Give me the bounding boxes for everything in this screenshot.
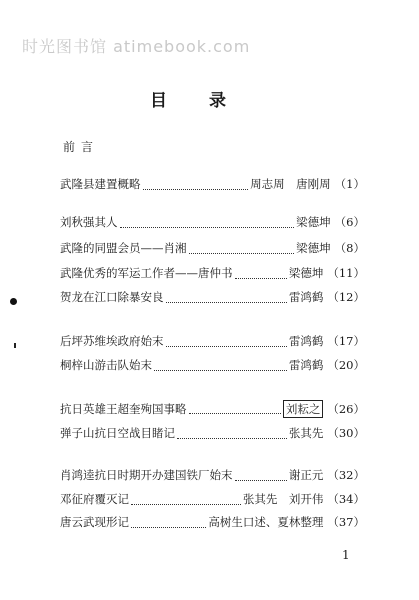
dot-leader <box>177 428 287 439</box>
dot-leader <box>235 470 287 481</box>
dot-leader <box>143 179 249 190</box>
watermark: 时光图书馆 atimebook.com <box>22 37 251 56</box>
entry-title: 邓征府覆灭记 <box>60 492 129 506</box>
entry-author: 高树生口述、夏林整理 <box>208 515 324 529</box>
entry-title: 桐梓山游击队始末 <box>60 358 152 372</box>
entry-title: 弹子山抗日空战目睹记 <box>60 426 175 440</box>
dot-leader <box>131 517 206 528</box>
entry-title: 肖鸿逵抗日时期开办建国铁厂始末 <box>60 468 233 482</box>
title-char-1: 目 <box>150 91 169 111</box>
entry-author: 张其先 <box>288 426 324 440</box>
entry-page: （34） <box>327 492 365 506</box>
page-title <box>150 86 228 111</box>
title-char-2: 录 <box>209 91 228 111</box>
page-number: 1 <box>342 548 350 562</box>
toc-entry[interactable] <box>60 491 365 507</box>
entry-title: 贺龙在江口除暴安良 <box>60 290 164 304</box>
toc-entry[interactable] <box>60 265 365 281</box>
entry-page: （20） <box>327 358 365 372</box>
entry-author: 周志周 唐刚周 <box>250 177 331 191</box>
entry-title: 唐云武现形记 <box>60 515 129 529</box>
dot-leader <box>189 403 281 414</box>
dot-leader <box>166 292 287 303</box>
dot-leader <box>120 217 295 228</box>
margin-tick-mark <box>14 343 16 348</box>
entry-title: 武隆县建置概略 <box>60 177 141 191</box>
margin-bullet-mark <box>10 298 17 305</box>
entry-title: 武隆的同盟会员——肖湘 <box>60 241 187 255</box>
entry-author: 张其先 刘开伟 <box>242 492 324 506</box>
entry-page: （6） <box>334 215 365 229</box>
toc-entry[interactable] <box>60 425 365 441</box>
entry-title: 抗日英雄王超奎殉国事略 <box>60 402 187 416</box>
entry-author: 梁德坤 <box>296 215 331 229</box>
dot-leader <box>235 268 287 279</box>
toc-entry[interactable] <box>60 214 365 230</box>
entry-page: （32） <box>327 468 365 482</box>
toc-entry[interactable] <box>60 357 365 373</box>
entry-author: 雷鸿鹤 <box>288 358 324 372</box>
entry-page: （26） <box>327 402 365 416</box>
entry-author: 雷鸿鹤 <box>288 290 324 304</box>
entry-author: 刘耘之 <box>283 400 324 418</box>
toc-entry[interactable] <box>60 333 365 349</box>
entry-author: 雷鸿鹤 <box>288 334 324 348</box>
dot-leader <box>154 360 287 371</box>
entry-title: 刘秋强其人 <box>60 215 118 229</box>
dot-leader <box>166 336 287 347</box>
entry-author: 梁德坤 <box>296 241 331 255</box>
toc-entry[interactable] <box>60 467 365 483</box>
toc-entry[interactable] <box>60 176 365 192</box>
dot-leader <box>131 494 241 505</box>
dot-leader <box>189 243 295 254</box>
entry-author: 谢正元 <box>288 468 324 482</box>
entry-page: （8） <box>334 241 365 255</box>
toc-entry[interactable] <box>60 400 365 416</box>
entry-title: 后坪苏维埃政府始末 <box>60 334 164 348</box>
entry-title: 武隆优秀的军运工作者——唐仲书 <box>60 266 233 280</box>
preface-heading: 前言 <box>63 140 100 154</box>
entry-page: （30） <box>327 426 365 440</box>
entry-page: （17） <box>327 334 365 348</box>
entry-page: （11） <box>327 266 365 280</box>
toc-entry[interactable] <box>60 289 365 305</box>
entry-page: （12） <box>327 290 365 304</box>
entry-page: （1） <box>334 177 365 191</box>
entry-author: 梁德坤 <box>288 266 324 280</box>
entry-page: （37） <box>327 515 365 529</box>
toc-entry[interactable] <box>60 514 365 530</box>
toc-entry[interactable] <box>60 240 365 256</box>
